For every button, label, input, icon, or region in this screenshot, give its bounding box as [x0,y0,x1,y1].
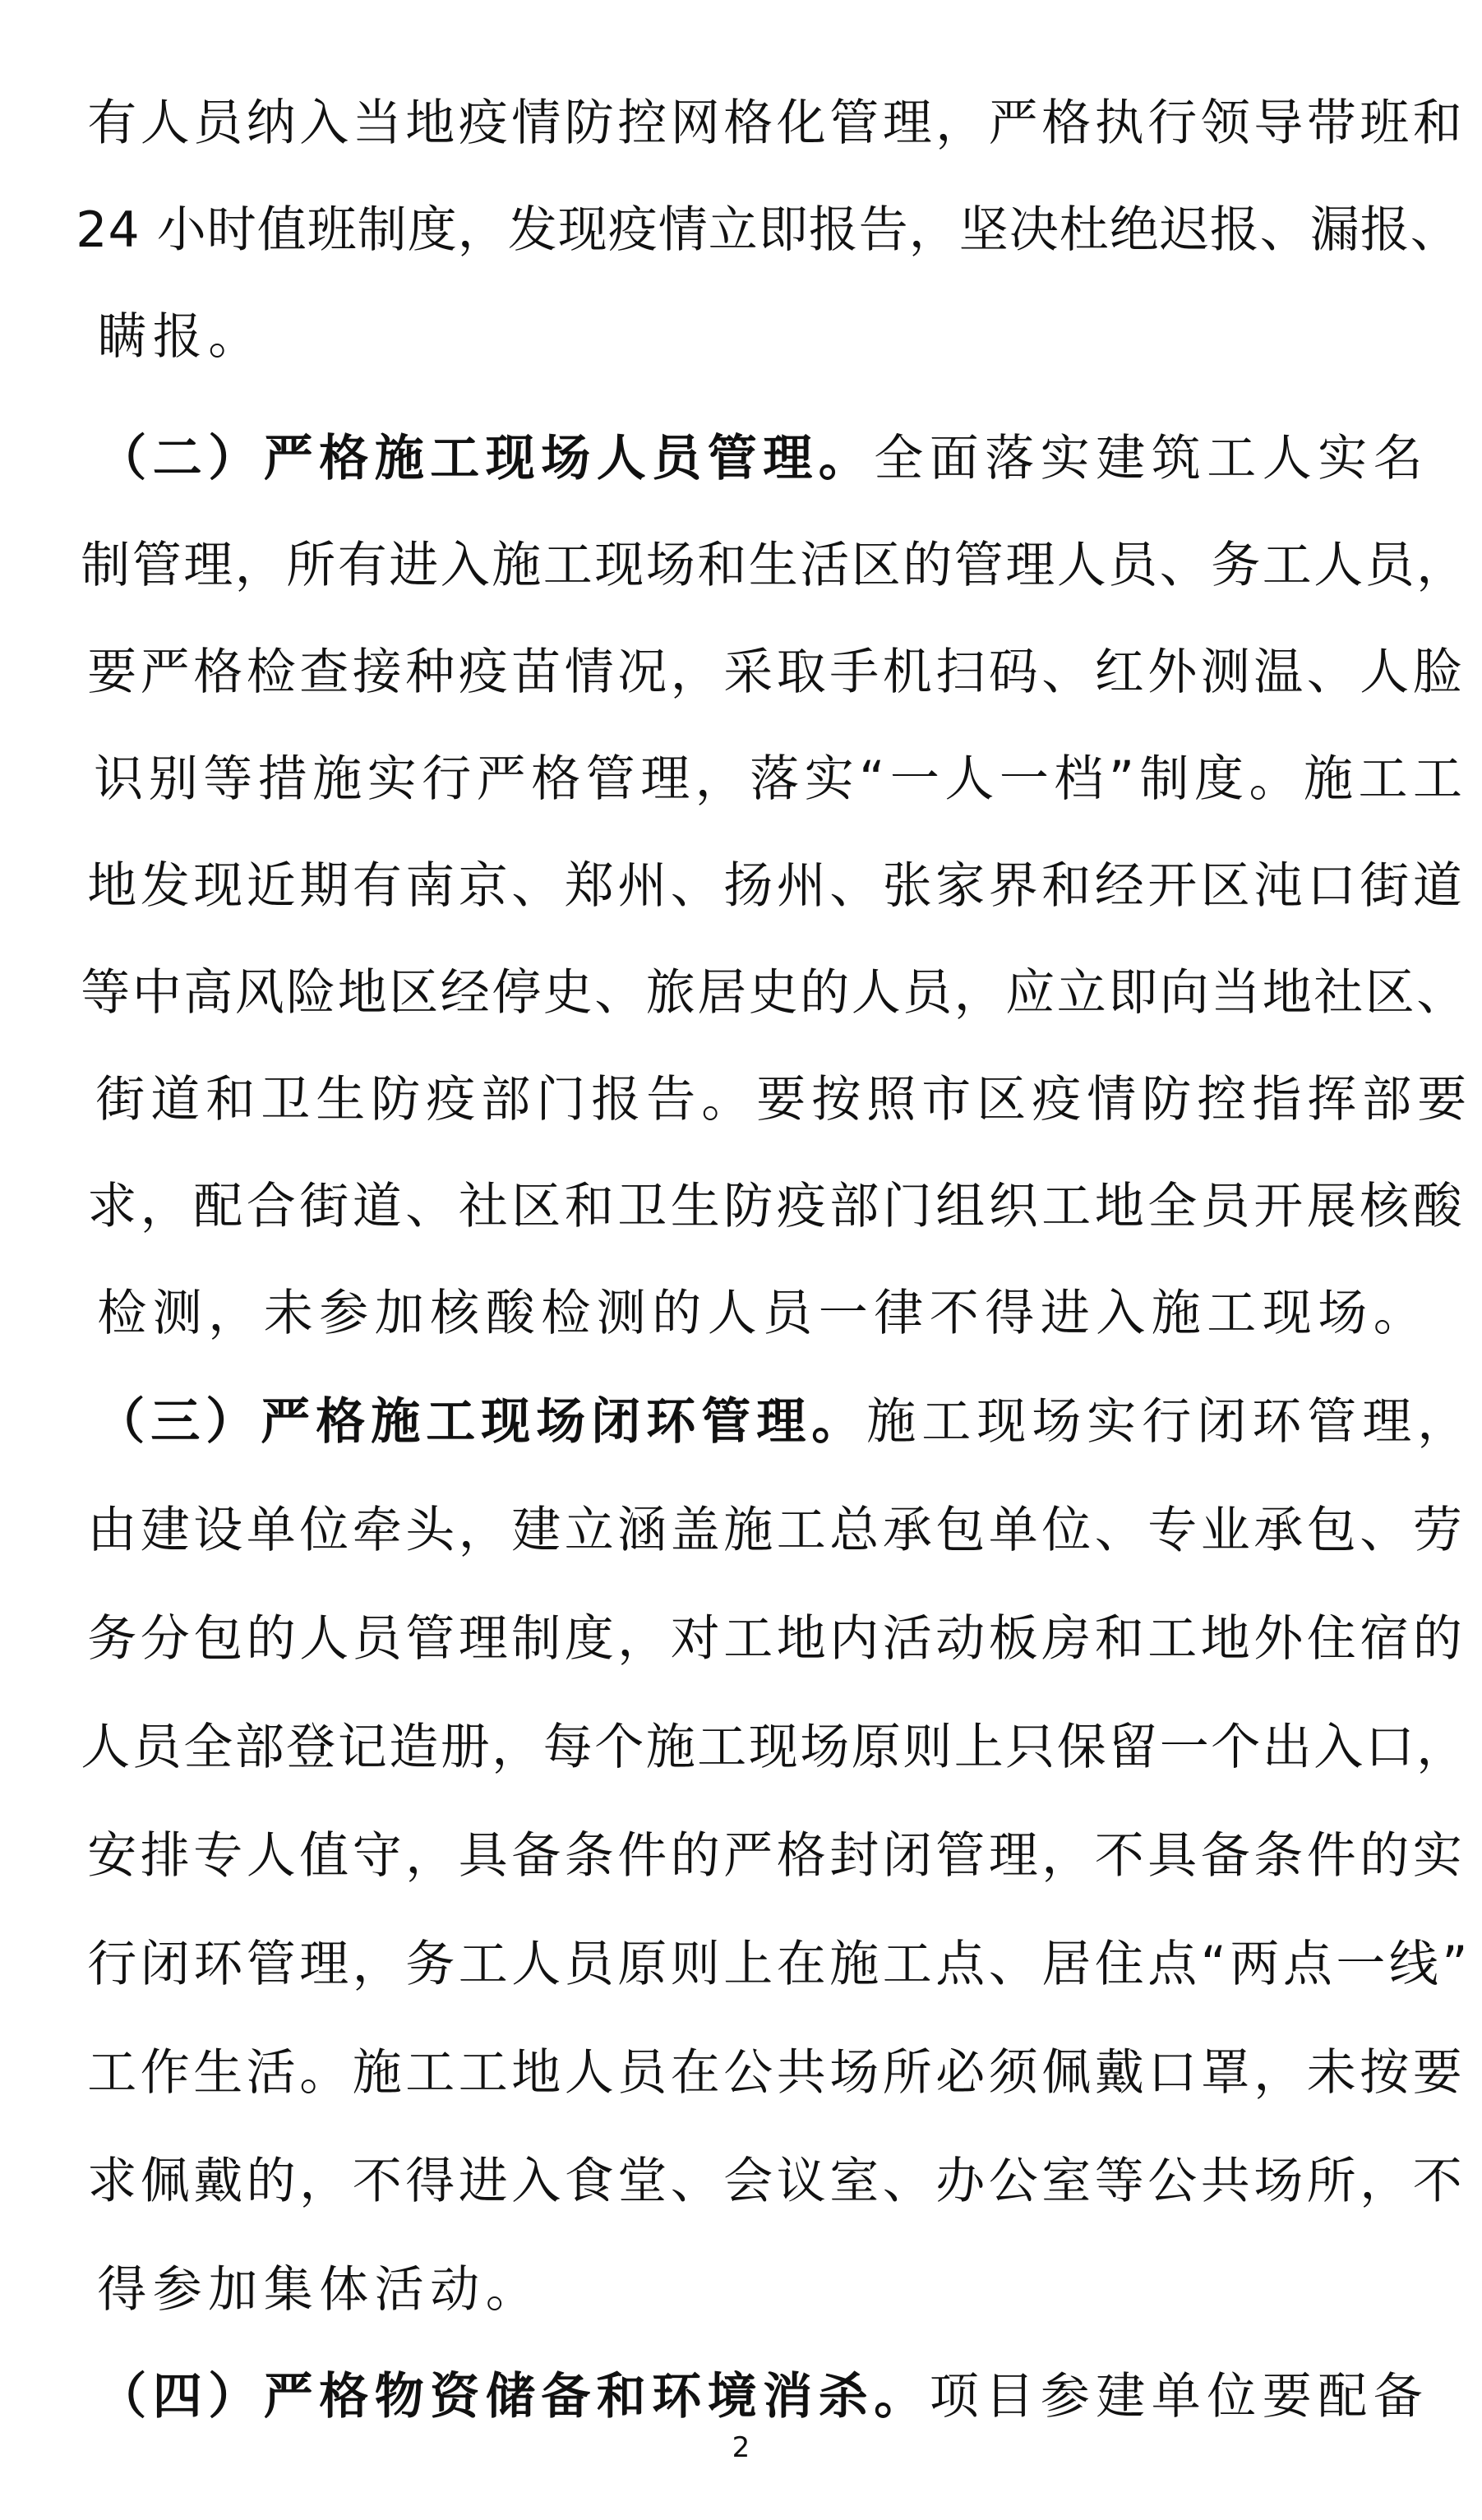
line-text: 工作生活。施工工地人员在公共场所必须佩戴口罩，未按要 [87,2044,1466,2102]
line-text: 得参加集体活动。 [97,2261,542,2319]
text-line [10,1733,1473,1885]
section-three-first-line [10,1299,1473,1451]
text-line [10,1841,1473,1993]
line-text: 由建设单位牵头，建立涵盖施工总承包单位、专业承包、劳 [87,1502,1466,1559]
text-line [10,656,1473,808]
text-line [10,1190,1473,1342]
section-heading-two: （二）严格施工现场人员管理。 [97,430,875,487]
line-text: 要严格检查接种疫苗情况，采取手机扫码、红外测温、人脸 [87,644,1466,701]
text-line [10,1407,1473,1559]
text-line [10,442,1473,594]
line-text: 等中高风险地区经停史、旅居史的人员，应立即向当地社区、 [81,964,1468,1022]
line-text: 有人员纳入当地疫情防控网格化管理，严格执行领导带班和 [87,95,1466,152]
line-text: 街道和卫生防疫部门报告。要按照市区疫情防控指挥部要 [95,1071,1473,1128]
page-number: 2 [732,2431,750,2464]
text-line [10,1083,1473,1235]
line-text: 识别等措施实行严格管理，落实“一人一档”制度。施工工 [94,750,1468,808]
line-text: 24 小时值班制度，发现疫情立即报告，坚决杜绝迟报、漏报、 [76,201,1461,259]
text-line [10,763,1473,915]
text-line [10,2058,1473,2210]
section-four-first-line [10,2273,1473,2425]
text-line [10,214,1473,366]
line-text: 务分包的人员管理制度，对工地内活动板房和工地外住宿的 [87,1610,1466,1668]
text-line [10,1950,1473,2102]
line-text: 制管理，所有进入施工现场和生活区的管理人员、务工人员， [81,537,1468,594]
line-text: 地发现近期有南京、郑州、扬州、张家界和经开区沌口街道 [87,857,1466,915]
line-text: 检测，未参加核酸检测的人员一律不得进入施工现场。 [97,1285,1429,1342]
line-text: 施工现场实行闭环管理， [866,1393,1473,1451]
line-text: 全面落实建筑工人实名 [874,430,1429,487]
text-line [10,107,1473,259]
line-text: 安排专人值守，具备条件的严格封闭管理，不具备条件的实 [87,1827,1466,1885]
line-text: 瞒报。 [97,308,264,366]
section-heading-three: （三）严格施工现场闭环管理。 [95,1393,867,1451]
line-text: 求佩戴的，不得进入食堂、会议室、办公室等公共场所，不 [87,2153,1466,2210]
text-line [10,0,1473,152]
text-line [10,2167,1473,2319]
text-line [10,549,1473,701]
text-line [10,1624,1473,1776]
section-heading-four: （四）严格物资储备和环境消杀。 [97,2368,930,2425]
line-text: 项目参建单位要配备 [929,2368,1429,2425]
text-line [10,1516,1473,1668]
line-text: 行闭环管理，务工人员原则上在施工点、居住点“两点一线” [87,1936,1471,1993]
section-two-first-line [10,335,1473,487]
text-line [10,870,1473,1022]
line-text: 人员全部登记造册，每个施工现场原则上只保留一个出入口， [81,1719,1468,1776]
line-text: 求，配合街道、社区和卫生防疫部门组织工地全员开展核酸 [87,1178,1466,1235]
text-line [10,976,1473,1128]
